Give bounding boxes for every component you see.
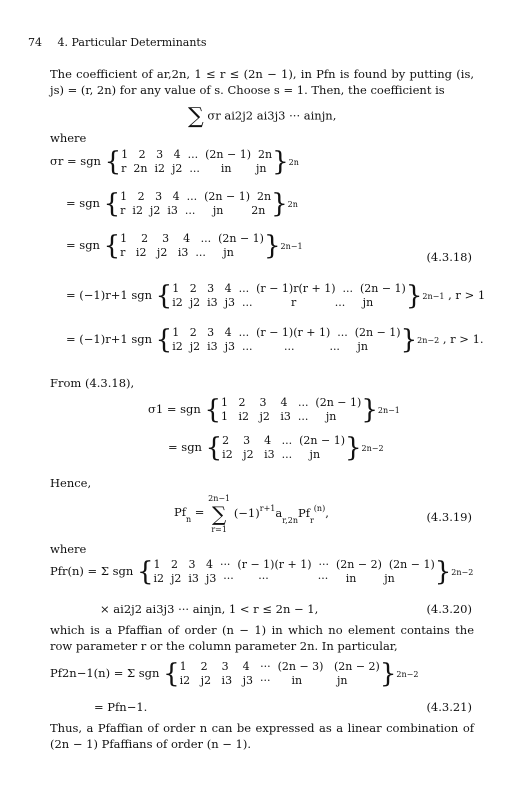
m8-top: 1 2 3 4 ··· (r − 1)(r + 1) ··· (2n − 2) (2n − 1)	[153, 558, 435, 571]
m8-bot: i2 j2 i3 j3 ··· ··· ··· in jn	[153, 572, 395, 585]
m2-sub: 2n	[287, 199, 298, 209]
where-label-2: where	[50, 542, 87, 556]
matrix-m1: { 1 2 3 4 ... (2n − 1) 2n r 2n i2 j2 ... in jn } 2n	[104, 147, 299, 177]
m6-sub: 2n−1	[377, 405, 400, 415]
running-title: 4. Particular Determinants	[57, 36, 207, 49]
where-label-1: where	[50, 131, 87, 145]
matrix-m4: { 1 2 3 4 ... (r − 1)r(r + 1) ... (2n − 1) i2 j2 i3 j3 ... r ... jn } 2n−1	[155, 281, 445, 311]
m5-sub: 2n−2	[417, 335, 440, 345]
pf-final-eq: = Pfn−1.	[94, 700, 148, 714]
m4-sub: 2n−1	[422, 291, 445, 301]
coefficient-sum	[188, 104, 336, 129]
m3-bot: r i2 j2 i3 ... jn	[120, 246, 234, 259]
m6-top: 1 2 3 4 ... (2n − 1)	[221, 396, 362, 409]
m9-sub: 2n−2	[396, 669, 419, 679]
eq-number-4-3-18: (4.3.18)	[426, 250, 472, 264]
sum-with-limits: 2n−1 ∑ r=1	[208, 494, 231, 534]
pfr-lhs: Pfr(n) = Σ sgn	[50, 564, 134, 578]
m5-bot: i2 j2 i3 j3 ... ... ... jn	[172, 340, 368, 353]
sgn-eq-4	[66, 282, 485, 310]
eq-number-4-3-19: (4.3.19)	[426, 510, 472, 524]
matrix-m2: { 1 2 3 4 ... (2n − 1) 2n r i2 j2 i3 ... jn 2n } 2n	[103, 189, 298, 219]
eq-m1-sgn-5: = (−1)r+1 sgn	[66, 332, 152, 346]
m6-bot: 1 i2 j2 i3 ... jn	[221, 410, 337, 423]
sigma-1-lhs: σ1 = sgn	[148, 402, 201, 416]
from-label: From (4.3.18),	[50, 376, 135, 390]
matrix-m6: { 1 2 3 4 ... (2n − 1) 1 i2 j2 i3 ... jn } 2n−1	[204, 395, 400, 425]
pf2n1-eq	[50, 660, 418, 688]
matrix-m7: { 2 3 4 ... (2n − 1) i2 j2 i3 ... jn } 2n−2	[205, 433, 384, 463]
m3-sub: 2n−1	[280, 241, 303, 251]
sum-upper-limit: 2n−1	[208, 494, 231, 503]
m7-sub: 2n−2	[361, 443, 384, 453]
paragraph-3: Thus, a Pfaffian of order n can be expressed as a linear combination of (2n − 1) Pfaffians of order (n − 1).	[50, 721, 474, 751]
matrix-m3: { 1 2 3 4 ... (2n − 1) r i2 j2 i3 ... jn } 2n−1	[103, 231, 303, 261]
sigma-r-eq	[50, 148, 299, 176]
page-number: 74	[28, 36, 42, 49]
matrix-m5: { 1 2 3 4 ... (r − 1)(r + 1) ... (2n − 1) i2 j2 i3 j3 ... ... ... jn } 2n−2	[155, 325, 440, 355]
m1-sub: 2n	[288, 157, 299, 167]
paragraph-2: which is a Pfaffian of order (n − 1) in which no element contains the row parameter r or the column parameter 2n. In particular,	[50, 623, 474, 653]
eq-m1-sgn-4: = (−1)r+1 sgn	[66, 288, 152, 302]
intro-text-b: r,2n, 1 ≤ r ≤ (2n − 1), in Pfn is found by putting (is, js) = (r, 2n) for any value of s. Choose s = 1. Then, the coefficient is	[50, 67, 475, 97]
sum-expression: σr ai2j2 ai3j3 ··· ainjn,	[207, 108, 337, 123]
m9-top: 1 2 3 4 ··· (2n − 3) (2n − 2)	[179, 660, 380, 673]
sgn-eq-3	[66, 232, 303, 260]
m8-sub: 2n−2	[451, 567, 474, 577]
m9-bot: i2 j2 i3 j3 ··· in jn	[179, 674, 348, 687]
sgn-eq-5	[66, 326, 484, 354]
sigma-1-eq	[148, 396, 400, 424]
cond-r-gt-1: , r > 1	[448, 288, 486, 302]
eq-number-4-3-21: (4.3.21)	[426, 700, 472, 714]
matrix-m8: { 1 2 3 4 ··· (r − 1)(r + 1) ··· (2n − 2) (2n − 1) i2 j2 i3 j3 ··· ··· ··· in jn } 2n−2	[136, 557, 474, 587]
pf2n1-lhs: Pf2n−1(n) = Σ sgn	[50, 666, 160, 680]
sum-lower-limit: r=1	[211, 525, 227, 534]
sgn-eq-2	[66, 190, 298, 218]
sum-symbol: ∑	[188, 104, 204, 129]
m4-bot: i2 j2 i3 j3 ... r ... jn	[172, 296, 374, 309]
m2-bot: r i2 j2 i3 ... jn 2n	[120, 204, 266, 217]
eq-sgn-3: = sgn	[66, 238, 100, 252]
cond-r-gt-1-period: , r > 1.	[442, 332, 484, 346]
m5-top: 1 2 3 4 ... (r − 1)(r + 1) ... (2n − 1)	[172, 326, 401, 339]
m7-bot: i2 j2 i3 ... jn	[222, 448, 321, 461]
matrix-m9: { 1 2 3 4 ··· (2n − 3) (2n − 2) i2 j2 i3 j3 ··· in jn } 2n−2	[163, 659, 419, 689]
pf-expansion-eq: $Pf_n$ = 2n−1 ∑ r=1 $(-1)^{r+1}a_{r,2n}Pf_r^{(n)}$,	[174, 494, 329, 534]
pfr-def-eq	[50, 558, 473, 586]
sigma-1-eq-2	[168, 434, 384, 462]
hence-label: Hence,	[50, 476, 92, 490]
sigma-r-lhs: σr = sgn	[50, 154, 101, 168]
m2-top: 1 2 3 4 ... (2n − 1) 2n	[120, 190, 272, 203]
eq-sgn-7: = sgn	[168, 440, 202, 454]
intro-text-a: The coefficient of a	[50, 67, 164, 81]
eq-sgn-2: = sgn	[66, 196, 100, 210]
eq-number-4-3-20: (4.3.20)	[426, 602, 472, 616]
m1-top: 1 2 3 4 ... (2n − 1) 2n	[121, 148, 273, 161]
intro-paragraph	[50, 66, 474, 98]
m7-top: 2 3 4 ... (2n − 1)	[222, 434, 345, 447]
m3-top: 1 2 3 4 ... (2n − 1)	[120, 232, 264, 245]
page-header	[28, 36, 490, 49]
m4-top: 1 2 3 4 ... (r − 1)r(r + 1) ... (2n − 1)	[172, 282, 406, 295]
m1-bot: r 2n i2 j2 ... in jn	[121, 162, 267, 175]
pfr-tail: × ai2j2 ai3j3 ··· ainjn, 1 < r ≤ 2n − 1,	[100, 602, 319, 616]
